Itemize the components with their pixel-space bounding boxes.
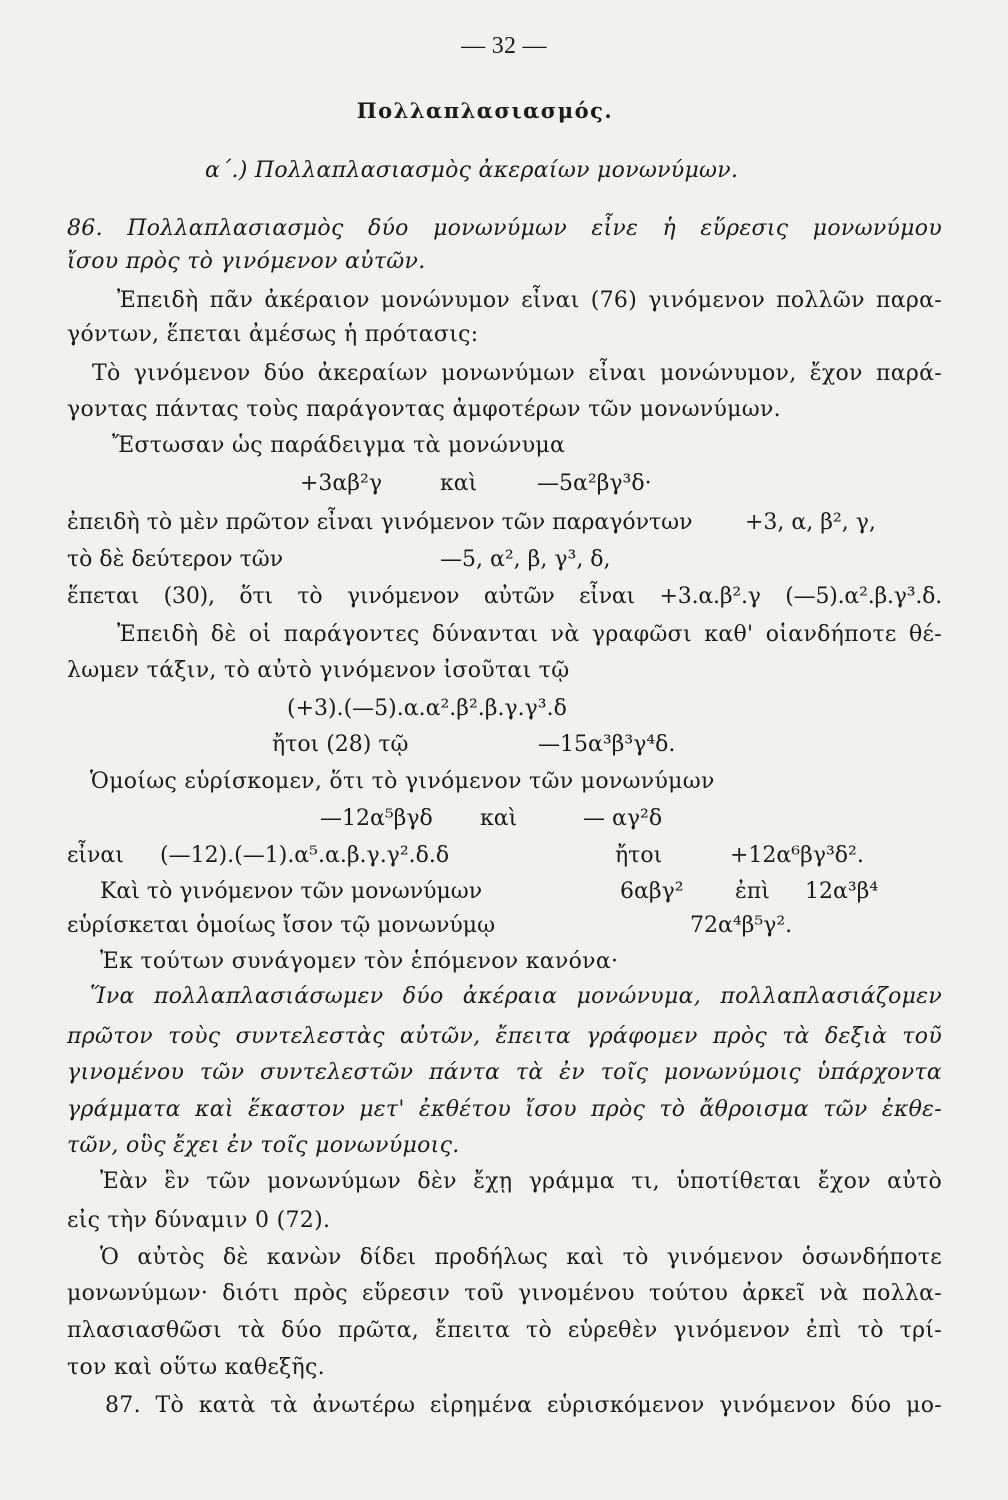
monomial-result-2: 72α⁴β⁵γ². [690,913,793,938]
result-monomial: —15α³β³γ⁴δ. [538,732,676,757]
rule-line-5: τῶν, οὓς ἔχει ἐν τοῖς μονωνύμοις. [67,1133,460,1158]
paragraph-87-line-1: 87. Τὸ κατὰ τὰ ἀνωτέρω εἰρημένα εὑρισκόμενον γινόμενον δύο μο- [105,1393,942,1418]
proposition-line-2: γοντας πάντας τοὺς παράγοντας ἀμφοτέρων τῶν μονωνύμων. [67,397,781,422]
monomial-4: — αγ²δ [583,806,663,831]
text-line-4: γόντων, ἕπεται ἀμέσως ἡ πρότασις: [67,322,479,347]
factors-first-label: ἐπειδὴ τὸ μὲν πρῶτον εἶναι γινόμενον τῶν παραγόντων [67,510,693,535]
conjunction-and: καὶ [440,471,478,496]
rule-line-2: πρῶτον τοὺς συντελεστὰς αὐτῶν, ἔπειτα γράφομεν πρὸς τὰ δεξιὰ τοῦ [67,1024,942,1049]
rule-line-4: γράμματα καὶ ἕκαστον μετ' ἐκθέτου ἴσου πρὸς τὸ ἄθροισμα τῶν ἐκθε- [67,1097,942,1122]
text-line-27: Ἐὰν ἓν τῶν μονωνύμων δὲν ἔχῃ γράμμα τι, ὑποτίθεται ἔχον αὐτὸ [100,1169,942,1194]
text-line-32: τον καὶ οὕτω καθεξῆς. [67,1355,325,1380]
text-line-30: μονωνύμων· διότι πρὸς εὕρεσιν τοῦ γινομένου τούτου ἀρκεῖ νὰ πολλα- [67,1281,942,1306]
factors-second-label: τὸ δὲ δεύτερον τῶν [67,547,284,572]
text-line-13: λωμεν τάξιν, τὸ αὐτὸ γινόμενον ἰσοῦται τῷ [67,658,570,683]
paragraph-86-line-1: 86. Πολλαπλασιασμὸς δύο μονωνύμων εἶνε ἡ εὕρεσις μονωνύμου [67,216,942,241]
monomial-5: 6αβγ² [620,879,684,904]
monomial-3: —12α⁵βγδ [320,806,433,831]
reordered-product: (+3).(—5).α.α².β².β.γ.γ³.δ [287,696,567,721]
rule-line-3: γινομένου τῶν συντελεστῶν πάντα τὰ ἐν τοῖς μονωνύμοις ὑπάρχοντα [67,1060,942,1085]
conjunction-and-2: καὶ [480,806,518,831]
proposition-line-1: Τὸ γινόμενον δύο ἀκεραίων μονωνύμων εἶναι μονώνυμον, ἔχον παρά- [92,361,942,386]
monomial-2: —5α²βγ³δ· [537,471,652,496]
rule-line-1: Ἵνα πολλαπλασιάσωμεν δύο ἀκέραια μονώνυμα, πολλαπλασιάζομεν [90,984,942,1009]
text-line-16: Ὁμοίως εὑρίσκομεν, ὅτι τὸ γινόμενον τῶν μονωνύμων [90,769,715,794]
factors-first-list: +3, α, β², γ, [745,510,876,535]
factors-second-list: —5, α², β, γ³, δ, [440,547,611,572]
expanded-product: (—12).(—1).α⁵.α.β.γ.γ².δ.δ [160,843,450,868]
result-label: ἤτοι (28) τῷ [272,732,409,757]
section-heading: Πολλαπλασιασμός. [356,98,614,123]
text-line-3: Ἐπειδὴ πᾶν ἀκέραιον μονώνυμον εἶναι (76) γινόμενον πολλῶν παρα- [117,288,942,313]
page-number: — 32 — [461,33,547,59]
text-line-31: πλασιασθῶσι τὰ δύο πρῶτα, ἔπειτα τὸ εὑρεθὲν γινόμενον ἐπὶ τὸ τρί- [67,1318,942,1343]
paragraph-86-line-2: ἴσου πρὸς τὸ γινόμενον αὐτῶν. [67,249,426,274]
text-line-28: εἰς τὴν δύναμιν 0 (72). [67,1208,331,1233]
text-line-12: Ἐπειδὴ δὲ οἱ παράγοντες δύνανται νὰ γραφῶσι καθ' οἱανδήποτε θέ- [117,622,942,647]
that-is-label: ἤτοι [615,843,663,868]
product-result: +12α⁶βγ³δ². [730,843,864,868]
product-expression-line: ἕπεται (30), ὅτι τὸ γινόμενον αὐτῶν εἶναι +3.α.β².γ (—5).α².β.γ³.δ. [67,584,942,609]
text-line-29: Ὁ αὐτὸς δὲ κανὼν δίδει προδήλως καὶ τὸ γινόμενον ὁσωνδήποτε [100,1245,942,1270]
is-label: εἶναι [67,843,124,868]
subsection-heading: α΄.) Πολλαπλασιασμὸς ἀκεραίων μονωνύμων. [205,158,739,183]
example-intro: Ἔστωσαν ὡς παράδειγμα τὰ μονώνυμα [112,433,566,458]
monomial-1: +3αβ²γ [300,471,382,496]
found-equal-label: εὑρίσκεται ὁμοίως ἴσον τῷ μονωνύμῳ [67,913,496,938]
product-statement: Καὶ τὸ γινόμενον τῶν μονωνύμων [100,879,483,904]
times-label: ἐπὶ [735,879,770,904]
monomial-6: 12α³β⁴ [805,879,879,904]
rule-intro: Ἐκ τούτων συνάγομεν τὸν ἑπόμενον κανόνα· [100,949,619,974]
